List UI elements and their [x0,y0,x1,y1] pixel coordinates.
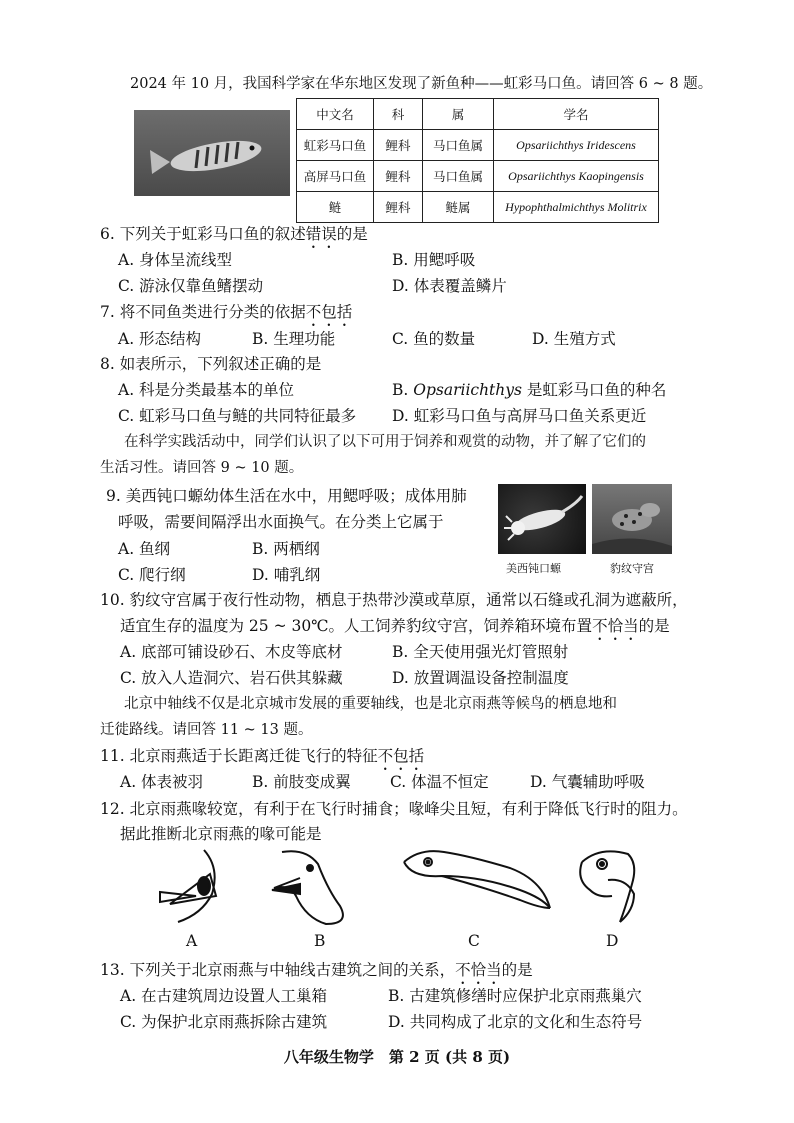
q8-option-d: D. 虹彩马口鱼与高屏马口鱼关系更近 [392,407,647,425]
q7-option-c: C. 鱼的数量 [392,330,476,348]
question-12-line1: 12. 北京雨燕喙较宽，有利于在飞行时捕食；喙峰尖且短，有利于降低飞行时的阻力。 [100,800,688,818]
q10-option-c: C. 放入人造洞穴、岩石供其躲藏 [120,669,343,687]
q9-option-b: B. 两栖纲 [252,540,320,558]
q13-option-c: C. 为保护北京雨燕拆除古建筑 [120,1013,328,1031]
beak-label-d: D [606,932,619,950]
question-10-line1: 10. 豹纹守宫属于夜行性动物，栖息于热带沙漠或草原，通常以石缝或孔洞为遮蔽所， [100,591,688,609]
beak-b-icon [272,851,343,924]
axolotl-icon [498,484,586,554]
axolotl-photo [498,484,586,554]
intro-9-10-line2: 生活习性。请回答 9 ~ 10 题。 [100,460,304,476]
table-header-row [297,99,659,130]
q11-option-a: A. 体表被羽 [120,773,204,791]
q6-option-c: C. 游泳仅靠鱼鳍摆动 [118,277,264,295]
q10-text: 适宜生存的温度为 25 ~ 30℃。人工饲养豹纹守宫，饲养箱环境布置 [120,617,593,635]
q13-option-b: B. 古建筑修缮时应保护北京雨燕巢穴 [388,987,642,1005]
beak-diagrams [150,844,670,930]
table-cell: 鲤科 [374,130,423,161]
q8-option-b [392,378,666,400]
q7-text: 7. 将不同鱼类进行分类的依据 [100,303,306,321]
table-cell: 鲢 [297,192,374,223]
table-row [297,161,659,192]
q11-option-c: C. 体温不恒定 [390,773,489,791]
beak-d-icon [580,851,634,922]
table-row [297,192,659,223]
intro-11-13-line1: 北京中轴线不仅是北京城市发展的重要轴线，也是北京雨燕等候鸟的栖息地和 [124,696,617,712]
q13-option-a: A. 在古建筑周边设置人工巢箱 [120,987,328,1005]
table-cell: 马口鱼属 [423,130,494,161]
q9-option-d: D. 哺乳纲 [252,566,321,584]
table-row [297,130,659,161]
gecko-caption: 豹纹守宫 [610,562,654,575]
q13-emphasis: 不恰当 [455,961,502,979]
question-9-line1: 9. 美西钝口螈幼体生活在水中，用鳃呼吸；成体用肺 [106,487,467,505]
q11-option-d: D. 气囊辅助呼吸 [530,773,645,791]
question-12-line2: 据此推断北京雨燕的喙可能是 [120,825,322,843]
table-cell: Opsariichthys Kaopingensis [494,161,659,192]
table-cell: 鲤科 [374,192,423,223]
q8-option-c: C. 虹彩马口鱼与鲢的共同特征最多 [118,407,357,425]
gecko-photo [592,484,672,554]
q13-text: 13. 下列关于北京雨燕与中轴线古建筑之间的关系， [100,961,456,979]
gecko-icon [592,484,672,554]
beak-a-icon [160,850,216,922]
q8-b-prefix: B. [392,381,414,399]
q9-option-c: C. 爬行纲 [118,566,186,584]
q8-b-text: 是虹彩马口鱼的种名 [522,381,667,399]
q8-b-genus: Opsariichthys [413,381,522,399]
table-header-cell: 中文名 [297,99,374,130]
q13-option-d: D. 共同构成了北京的文化和生态符号 [388,1013,643,1031]
q6-text: 6. 下列关于虹彩马口鱼的叙述 [100,225,306,243]
beak-label-b: B [314,932,326,950]
question-7-stem [100,300,352,330]
intro-6-8: 2024 年 10 月，我国科学家在华东地区发现了新鱼种——虹彩马口鱼。请回答 6 ~ 8 题。 [130,76,713,92]
question-8-stem: 8. 如表所示，下列叙述正确的是 [100,355,322,373]
q10-text-end: 的是 [638,617,670,635]
q7-option-b: B. 生理功能 [252,330,336,348]
table-header-cell: 属 [423,99,494,130]
table-cell: Opsariichthys Iridescens [494,130,659,161]
q13-text-end: 的是 [501,961,533,979]
q6-option-b: B. 用鳃呼吸 [392,251,476,269]
axolotl-caption: 美西钝口螈 [506,562,561,575]
table-header-cell: 科 [374,99,423,130]
classification-table [296,98,659,223]
beak-label-c: C [468,932,480,950]
q10-option-b: B. 全天使用强光灯管照射 [392,643,569,661]
q6-text-end: 的是 [336,225,368,243]
q11-option-b: B. 前肢变成翼 [252,773,351,791]
table-header-cell: 学名 [494,99,659,130]
q10-emphasis: 不恰当 [592,617,639,635]
beak-c-icon [404,851,550,908]
table-cell: 马口鱼属 [423,161,494,192]
q7-option-a: A. 形态结构 [118,330,202,348]
table-cell: 鲤科 [374,161,423,192]
table-cell: 鲢属 [423,192,494,223]
fish-photo [134,110,290,196]
fish-icon [134,110,290,196]
q7-option-d: D. 生殖方式 [532,330,616,348]
beak-label-a: A [186,932,198,950]
table-cell: 高屏马口鱼 [297,161,374,192]
q6-emphasis: 错误 [305,225,337,243]
q6-option-a: A. 身体呈流线型 [118,251,233,269]
table-cell: 虹彩马口鱼 [297,130,374,161]
question-9-line2: 呼吸，需要间隔浮出水面换气。在分类上它属于 [118,513,444,531]
q11-text: 11. 北京雨燕适于长距离迁徙飞行的特征 [100,747,378,765]
table-cell: Hypophthalmichthys Molitrix [494,192,659,223]
intro-11-13-line2: 迁徙路线。请回答 11 ~ 13 题。 [100,722,313,738]
q9-option-a: A. 鱼纲 [118,540,171,558]
intro-9-10-line1: 在科学实践活动中，同学们认识了以下可用于饲养和观赏的动物，并了解了它们的 [124,434,646,450]
q10-option-a: A. 底部可铺设砂石、木皮等底材 [120,643,343,661]
q6-option-d: D. 体表覆盖鳞片 [392,277,507,295]
q8-option-a: A. 科是分类最基本的单位 [118,381,295,399]
q7-emphasis: 不包括 [305,303,353,321]
q10-option-d: D. 放置调温设备控制温度 [392,669,569,687]
q11-emphasis: 不包括 [377,747,425,765]
page-footer: 八年级生物学 第 2 页 (共 8 页) [283,1048,511,1066]
